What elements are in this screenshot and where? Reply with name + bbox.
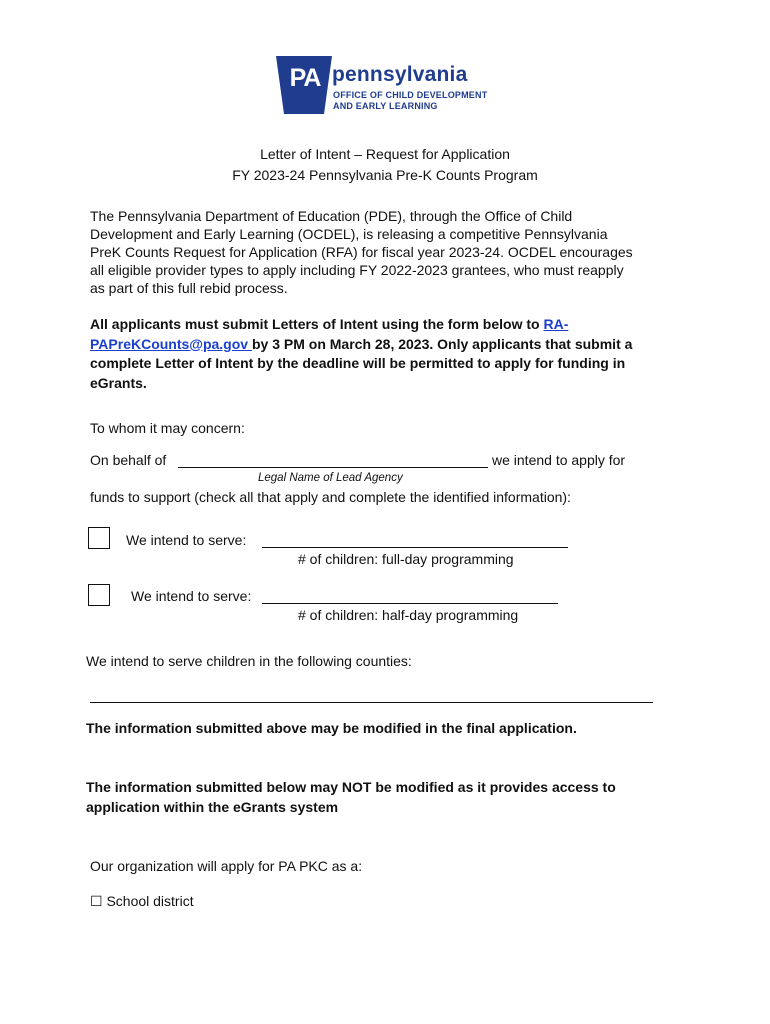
not-modifiable-line: The information submitted below may NOT be modified as it provides access to [86,779,616,795]
logo-name: pennsylvania [332,63,468,86]
intro-line: The Pennsylvania Department of Education (PDE), through the Office of Child [90,208,573,224]
intro-line: all eligible provider types to apply including FY 2022-2023 grantees, who must reapply [90,262,624,278]
apply-as-label: Our organization will apply for PA PKC as a: [90,858,363,874]
logo-office [333,90,487,112]
intro-line: as part of this full rebid process. [90,280,288,296]
logo-abbr: PA [289,64,321,92]
intro-line: Development and Early Learning (OCDEL), is releasing a competitive Pennsylvania [90,226,608,242]
serve-label-full-day: We intend to serve: [126,532,247,548]
notice-line: complete Letter of Intent by the deadline will be permitted to apply for funding in [90,355,626,371]
intro-line: PreK Counts Request for Application (RFA) for fiscal year 2023-24. OCDEL encourages [90,244,633,260]
notice-text: by 3 PM on March 28, 2023. Only applicants that submit a [251,335,633,352]
title-line1: Letter of Intent – Request for Application [260,146,510,162]
submission-notice [90,315,690,393]
school-district-checkbox[interactable]: ☐ [90,893,103,909]
logo-office-line2: AND EARLY LEARNING [333,101,438,111]
agency-name-field[interactable] [178,467,488,468]
half-day-checkbox[interactable] [88,584,110,606]
email-link-cont[interactable]: PAPreKCounts@pa.gov [90,335,252,352]
intro-paragraph [90,207,690,297]
ocdel-logo [276,56,506,114]
school-district-label: School district [106,893,194,909]
counties-label: We intend to serve children in the following counties: [86,653,412,669]
full-day-count-field[interactable] [262,547,568,548]
counties-field[interactable] [90,702,653,703]
half-day-caption: # of children: half-day programming [298,607,519,623]
full-day-caption: # of children: full-day programming [298,551,514,567]
email-link[interactable]: RA- [543,316,569,332]
option-school-district[interactable] [90,893,194,910]
serve-label-half-day: We intend to serve: [131,588,252,604]
title-line2: FY 2023-24 Pennsylvania Pre-K Counts Program [232,167,538,183]
behalf-prefix: On behalf of [90,452,167,468]
full-day-checkbox[interactable] [88,527,110,549]
not-modifiable-note [86,777,616,817]
greeting: To whom it may concern: [90,420,245,436]
half-day-count-field[interactable] [262,603,558,604]
funds-line: funds to support (check all that apply and complete the identified information): [90,489,571,505]
agency-caption: Legal Name of Lead Agency [258,472,403,484]
modifiable-note: The information submitted above may be modified in the final application. [86,720,577,736]
notice-line [90,315,690,335]
behalf-suffix: we intend to apply for [492,452,626,468]
notice-line: eGrants. [90,374,147,391]
notice-line [90,335,690,355]
not-modifiable-line: application within the eGrants system [86,799,339,815]
notice-text: All applicants must submit Letters of Intent using the form below to [90,316,544,332]
logo-office-line1: OFFICE OF CHILD DEVELOPMENT [333,90,488,100]
